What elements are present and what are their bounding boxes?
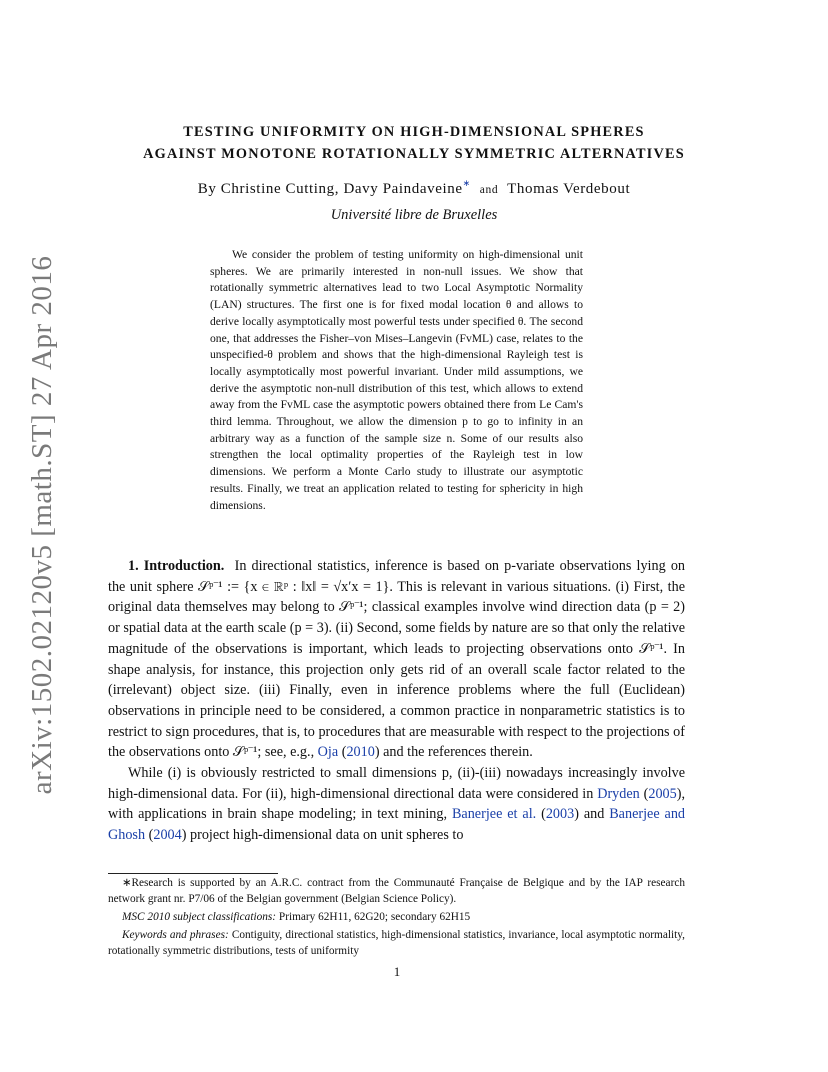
abstract: [210, 247, 583, 514]
introduction-section: [108, 556, 685, 846]
intro-paragraph-2: While (i) is obviously restricted to small dimensions p, (ii)-(iii) nowadays increasingly involve high-dimensional data. For (ii), high-dimensional directional data were considered in Dryden (2005), with applications in brain shape modeling; in text mining, Banerjee et al. (2003) and Banerjee and Ghosh (2004) project high-dimensional data on unit spheres to: [108, 765, 686, 844]
page-number: 1: [393, 964, 401, 979]
intro-text-2c: and: [583, 806, 605, 823]
intro-text-2d: project high-dimensional data on unit spheres to: [190, 827, 464, 844]
intro-text-1-end: and the references therein.: [383, 744, 533, 761]
intro-text-2b: , with applications in brain shape modeling; in text mining,: [108, 785, 685, 823]
keywords-text: Contiguity, directional statistics, high-dimensional statistics, invariance, local asymptotic normality, rotationally symmetric distributions, tests of uniformity: [108, 929, 685, 957]
paper-title-line-2: AGAINST MONOTONE ROTATIONALLY SYMMETRIC ALTERNATIVES: [143, 146, 685, 162]
footnote-funding: ∗Research is supported by an A.R.C. contract from the Communauté Française de Belgique and by the IAP research network grant nr. P7/06 of the Belgian government (Belgian Science Policy).: [108, 877, 685, 905]
author-last: Thomas Verdebout: [507, 181, 631, 197]
section-heading: 1. Introduction.: [128, 558, 225, 574]
citation-banerjee-year-link[interactable]: 2003: [545, 806, 575, 823]
citation-oja-year-link[interactable]: 2010: [346, 744, 375, 761]
keywords-label: Keywords and phrases:: [122, 929, 229, 941]
intro-text-2a: While (i) is obviously restricted to small dimensions p, (ii)-(iii) nowadays increasingly involve high-dimensional data. For (ii), high-dimensional directional data were considered in: [108, 765, 685, 802]
citation-banerjee-ghosh-link[interactable]: Banerjee and Ghosh: [108, 806, 686, 844]
author-names: By Christine Cutting, Davy Paindaveine: [197, 181, 463, 197]
abstract-text: We consider the problem of testing uniformity on high-dimensional unit spheres. We are primarily interested in non-null issues. We show that rotationally symmetric alternatives lead to two Local Asymptotic Normality (LAN) structures. The first one is for fixed modal location θ and allows to derive locally asymptotically most powerful tests under specified θ. The second one, that addresses the Fisher–von Mises–Langevin (FvML) case, relates to the unspecified-θ problem and shows that the high-dimensional Rayleigh test is locally asymptotically most powerful invariant. Under mild assumptions, we derive the asymptotic non-null distribution of this test, which allows to extend away from the FvML case the asymptotic powers obtained there from Le Cam's third lemma. Throughout, we allow the dimension p to go to infinity in an arbitrary way as a function of the sample size n. Some of our results also strengthen the local optimality properties of the Rayleigh test in low dimensions. We perform a Monte Carlo study to illustrate our asymptotic results. Finally, we treat an application related to testing for sphericity in high dimensions.: [210, 248, 583, 512]
citation-banerjee-link[interactable]: Banerjee et al.: [451, 806, 537, 823]
author-and: and: [479, 184, 499, 196]
paper-title-line-1: TESTING UNIFORMITY ON HIGH-DIMENSIONAL SPHERES: [183, 124, 645, 140]
affiliation: Université libre de Bruxelles: [330, 207, 498, 223]
intro-paragraph-1: 1. Introduction. In directional statistics, inference is based on p-variate observations lying on the unit sphere 𝒮ᵖ⁻¹ := {x ∈ ℝᵖ : ‖x‖ = √x′x = 1}. This is relevant in various situations. (i) First, the original data themselves may belong to 𝒮ᵖ⁻¹; classical examples involve wind direction data (p = 2) or spatial data at the earth scale (p = 3). (ii) Second, some fields by nature are so that only the relative magnitude of the observations is important, which leads to projecting observations onto 𝒮ᵖ⁻¹. In shape analysis, for instance, this projection only gets rid of an overall scale factor related to the (irrelevant) object size. (iii) Finally, even in inference problems where the full (Euclidean) observations in principle need to be considered, a common practice in nonparametric statistics is to restrict to sign procedures, that is, to procedures that are measurable with respect to the projections of the observations onto 𝒮ᵖ⁻¹; see, e.g., Oja (2010) and the references therein.: [108, 558, 686, 761]
author-line: [0, 178, 828, 198]
citation-oja-link[interactable]: Oja: [317, 744, 339, 761]
citation-banerjee-ghosh-year-link[interactable]: 2004: [153, 827, 182, 844]
msc-classification: [108, 909, 685, 925]
keywords: [108, 927, 685, 959]
msc-text: Primary 62H11, 62G20; secondary 62H15: [278, 911, 471, 923]
arxiv-sidebar-stamp: arXiv:1502.02120v5 [math.ST] 27 Apr 2016: [26, 255, 58, 795]
intro-text-1: In directional statistics, inference is based on p-variate observations lying on the unit sphere 𝒮ᵖ⁻¹ := {x ∈ ℝᵖ : ‖x‖ = √x′x = 1}. This is relevant in various situations. (i) First, the original data themselves may belong to 𝒮ᵖ⁻¹; classical examples involve wind direction data (p = 2) or spatial data at the earth scale (p = 3). (ii) Second, some fields by nature are so that only the relative magnitude of the observations is important, which leads to projecting observations onto 𝒮ᵖ⁻¹. In shape analysis, for instance, this projection only gets rid of an overall scale factor related to the (irrelevant) object size. (iii) Finally, even in inference problems where the full (Euclidean) observations in principle need to be considered, a common practice in nonparametric statistics is to restrict to sign procedures, that is, to procedures that are measurable with respect to the projections of the observations onto 𝒮ᵖ⁻¹; see, e.g.,: [108, 558, 686, 761]
footnote-divider: [108, 873, 278, 874]
citation-dryden-year-link[interactable]: 2005: [648, 785, 677, 802]
citation-dryden-link[interactable]: Dryden: [597, 785, 640, 802]
footnote-marker-link[interactable]: ∗: [462, 178, 471, 188]
msc-label: MSC 2010 subject classifications:: [122, 911, 277, 923]
